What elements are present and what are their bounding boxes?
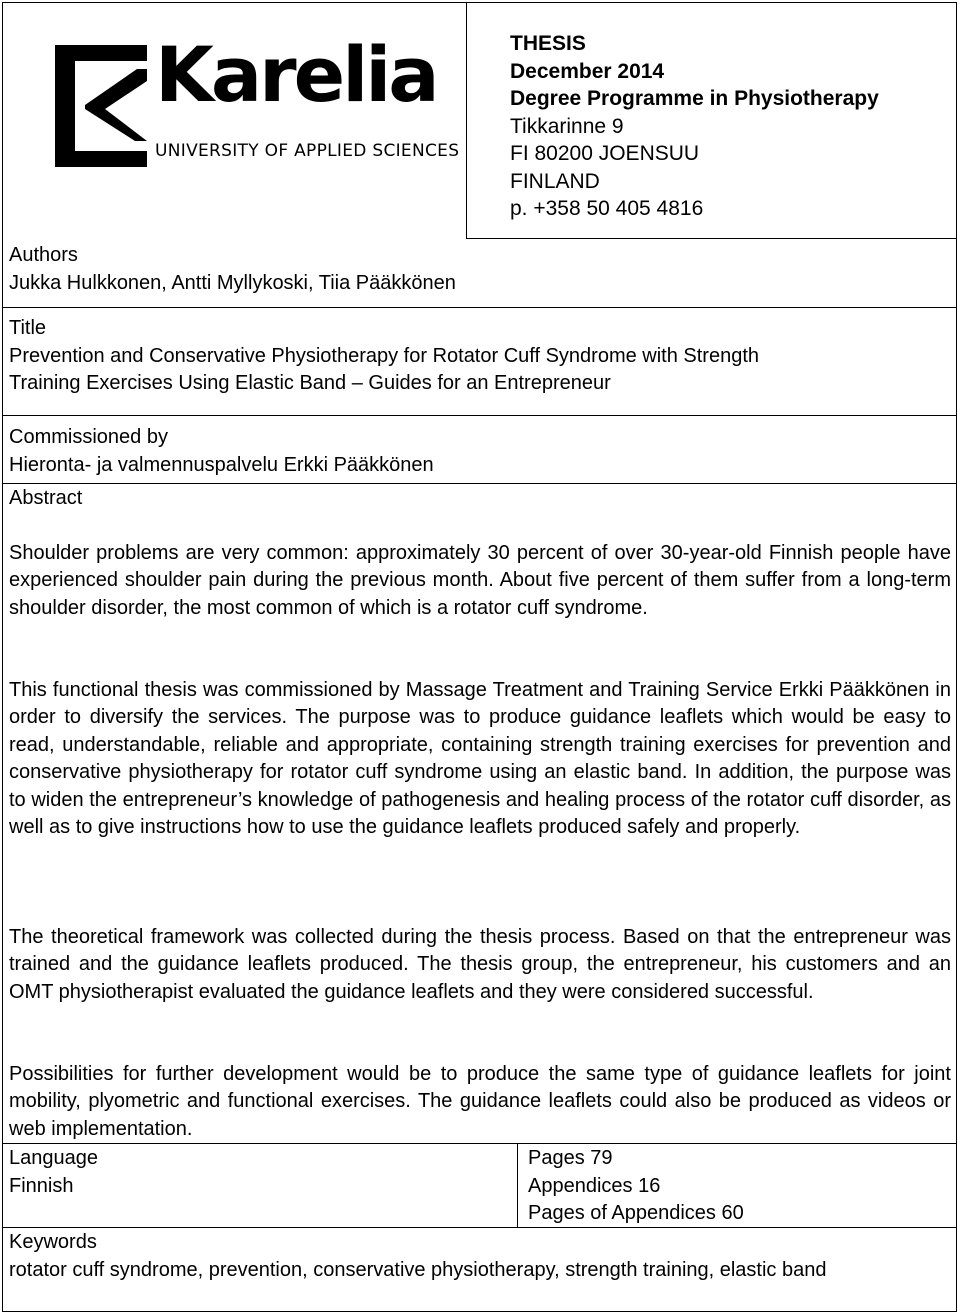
header-divider-vertical [466, 2, 467, 238]
appendices-count: Appendices 16 [528, 1174, 661, 1197]
address-country: FINLAND [510, 169, 600, 193]
header-divider-horizontal [466, 238, 957, 239]
divider-authors-title [2, 307, 957, 308]
title-label: Title [9, 317, 47, 339]
abstract-paragraph-4: Possibilities for further development would be to produce the same type of guidance leaflets for joint mobility, plyometric and functional exercises. The guidance leaflets could also be produced as videos or web implementation. [9, 1063, 951, 1140]
phone-number: p. +358 50 405 4816 [510, 197, 704, 220]
karelia-k-mark-icon [55, 45, 147, 167]
language-pages-divider [517, 1143, 518, 1227]
pages-count: Pages 79 [528, 1147, 613, 1169]
appendix-pages-count: Pages of Appendices 60 [528, 1202, 744, 1224]
logo-wordmark: Karelia [155, 30, 437, 119]
divider-pages-keywords [2, 1227, 957, 1228]
divider-abstract-language [2, 1143, 957, 1144]
language-label: Language [9, 1147, 98, 1169]
authors-section [9, 242, 456, 297]
address-street: Tikkarinne 9 [510, 114, 624, 138]
commissioned-label: Commissioned by [9, 426, 168, 448]
title-section [9, 315, 759, 398]
thesis-date: December 2014 [510, 59, 665, 83]
abstract-label: Abstract [9, 487, 83, 509]
logo-subtitle: UNIVERSITY OF APPLIED SCIENCES [155, 141, 460, 161]
thesis-label: THESIS [510, 32, 586, 55]
commissioned-section [9, 424, 434, 479]
abstract-paragraph-2: This functional thesis was commissioned by Massage Treatment and Training Service Erkki Pääkkönen in order to diversify the services. The purpose was to produce guidance leaflets which would be easy to read, understandable, reliable and appropriate, containing strength training exercises for prevention and conservative physiotherapy for rotator cuff syndrome using an elastic band. In addition, the purpose was to widen the entrepreneur’s knowledge of pathogenesis and healing process of the rotator cuff disorder, as well as to give instructions how to use the guidance leaflets produced safely and properly. [9, 679, 951, 839]
thesis-header-info [510, 30, 879, 223]
title-line-1: Prevention and Conservative Physiotherapy for Rotator Cuff Syndrome with Strength [9, 344, 760, 367]
abstract-paragraph-3: The theoretical framework was collected during the thesis process. Based on that the entrepreneur was trained and the guidance leaflets produced. The thesis group, the entrepreneur, his customers and an OMT physiotherapist evaluated the guidance leaflets and they were considered successful. [9, 926, 951, 1003]
address-postcode: FI 80200 JOENSUU [510, 142, 700, 165]
degree-programme: Degree Programme in Physiotherapy [510, 87, 879, 110]
keywords-section [9, 1229, 944, 1284]
authors-value: Jukka Hulkkonen, Antti Myllykoski, Tiia Pääkkönen [9, 271, 456, 294]
title-line-2: Training Exercises Using Elastic Band – Guides for an Entrepreneur [9, 372, 611, 394]
authors-label: Authors [9, 244, 78, 266]
language-value: Finnish [9, 1174, 74, 1197]
keywords-label: Keywords [9, 1231, 97, 1253]
karelia-logo [55, 30, 460, 170]
divider-title-commissioned [2, 415, 957, 416]
divider-commissioned-abstract [2, 483, 957, 484]
language-section [9, 1145, 98, 1200]
pages-section [528, 1145, 744, 1228]
keywords-value: rotator cuff syndrome, prevention, conservative physiotherapy, strength training, elastic band [9, 1258, 827, 1281]
abstract-paragraph-1: Shoulder problems are very common: approximately 30 percent of over 30-year-old Finnish people have experienced shoulder pain during the previous month. About five percent of them suffer from a long-term shoulder disorder, the most common of which is a rotator cuff syndrome. [9, 542, 951, 619]
commissioned-value: Hieronta- ja valmennuspalvelu Erkki Pääkkönen [9, 453, 434, 476]
